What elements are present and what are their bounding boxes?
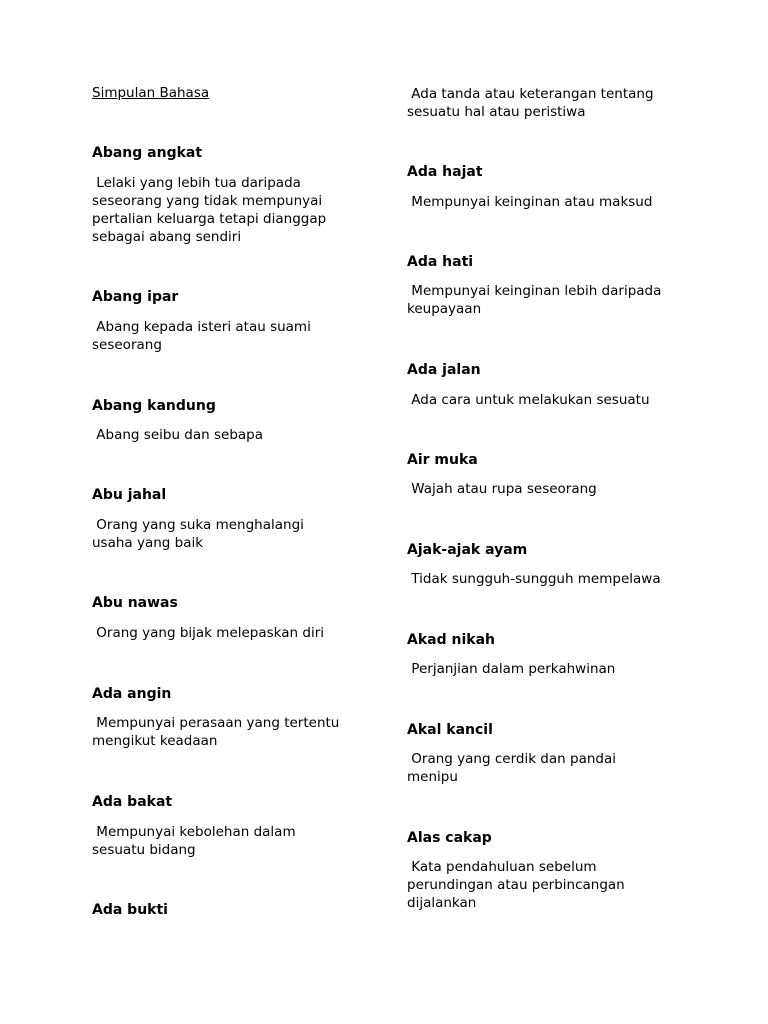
entry-term: Abang kandung bbox=[92, 398, 216, 414]
entry-definition: Perjanjian dalam perkahwinan bbox=[407, 661, 616, 677]
entry-definition: Kata pendahuluan sebelum perundingan atau perbincangan dijalankan bbox=[407, 859, 630, 911]
entry-term: Ada bukti bbox=[92, 902, 168, 918]
entry-term: Ada angin bbox=[92, 686, 172, 702]
entry-definition: Orang yang suka menghalangi usaha yang baik bbox=[92, 517, 309, 551]
entry-term: Akad nikah bbox=[407, 632, 495, 648]
entry-definition: Tidak sungguh-sungguh mempelawa bbox=[407, 571, 661, 587]
entry-term: Abang ipar bbox=[92, 289, 179, 305]
entry-definition: Orang yang bijak melepaskan diri bbox=[92, 625, 325, 641]
entry-definition: Ada cara untuk melakukan sesuatu bbox=[407, 392, 650, 408]
entry-definition: Mempunyai keinginan lebih daripada keupayaan bbox=[407, 283, 666, 317]
entry-term: Ada jalan bbox=[407, 362, 481, 378]
document-title: Simpulan Bahasa bbox=[92, 85, 210, 101]
entry-term: Alas cakap bbox=[407, 830, 492, 846]
entry-definition: Mempunyai kebolehan dalam sesuatu bidang bbox=[92, 824, 300, 858]
entry-term: Abang angkat bbox=[92, 145, 203, 161]
entry-definition: Wajah atau rupa seseorang bbox=[407, 481, 597, 497]
entry-definition: Lelaki yang lebih tua daripada seseorang yang tidak mempunyai pertalian keluarga tetapi dianggap sebagai abang sendiri bbox=[92, 175, 331, 245]
entry-definition: Abang kepada isteri atau suami seseorang bbox=[92, 319, 316, 353]
entry-term: Ada hati bbox=[407, 254, 474, 270]
entry-term: Abu nawas bbox=[92, 595, 178, 611]
entry-definition: Ada tanda atau keterangan tentang sesuatu hal atau peristiwa bbox=[407, 86, 658, 120]
entry-term: Akal kancil bbox=[407, 722, 493, 738]
entry-term: Air muka bbox=[407, 452, 478, 468]
entry-definition: Abang seibu dan sebapa bbox=[92, 427, 264, 443]
entry-term: Ada hajat bbox=[407, 164, 483, 180]
entry-term: Ajak-ajak ayam bbox=[407, 542, 528, 558]
entry-term: Ada bakat bbox=[92, 794, 173, 810]
entry-definition: Mempunyai perasaan yang tertentu mengikut keadaan bbox=[92, 715, 344, 749]
entry-definition: Mempunyai keinginan atau maksud bbox=[407, 194, 653, 210]
entry-definition: Orang yang cerdik dan pandai menipu bbox=[407, 751, 621, 785]
entry-term: Abu jahal bbox=[92, 487, 167, 503]
